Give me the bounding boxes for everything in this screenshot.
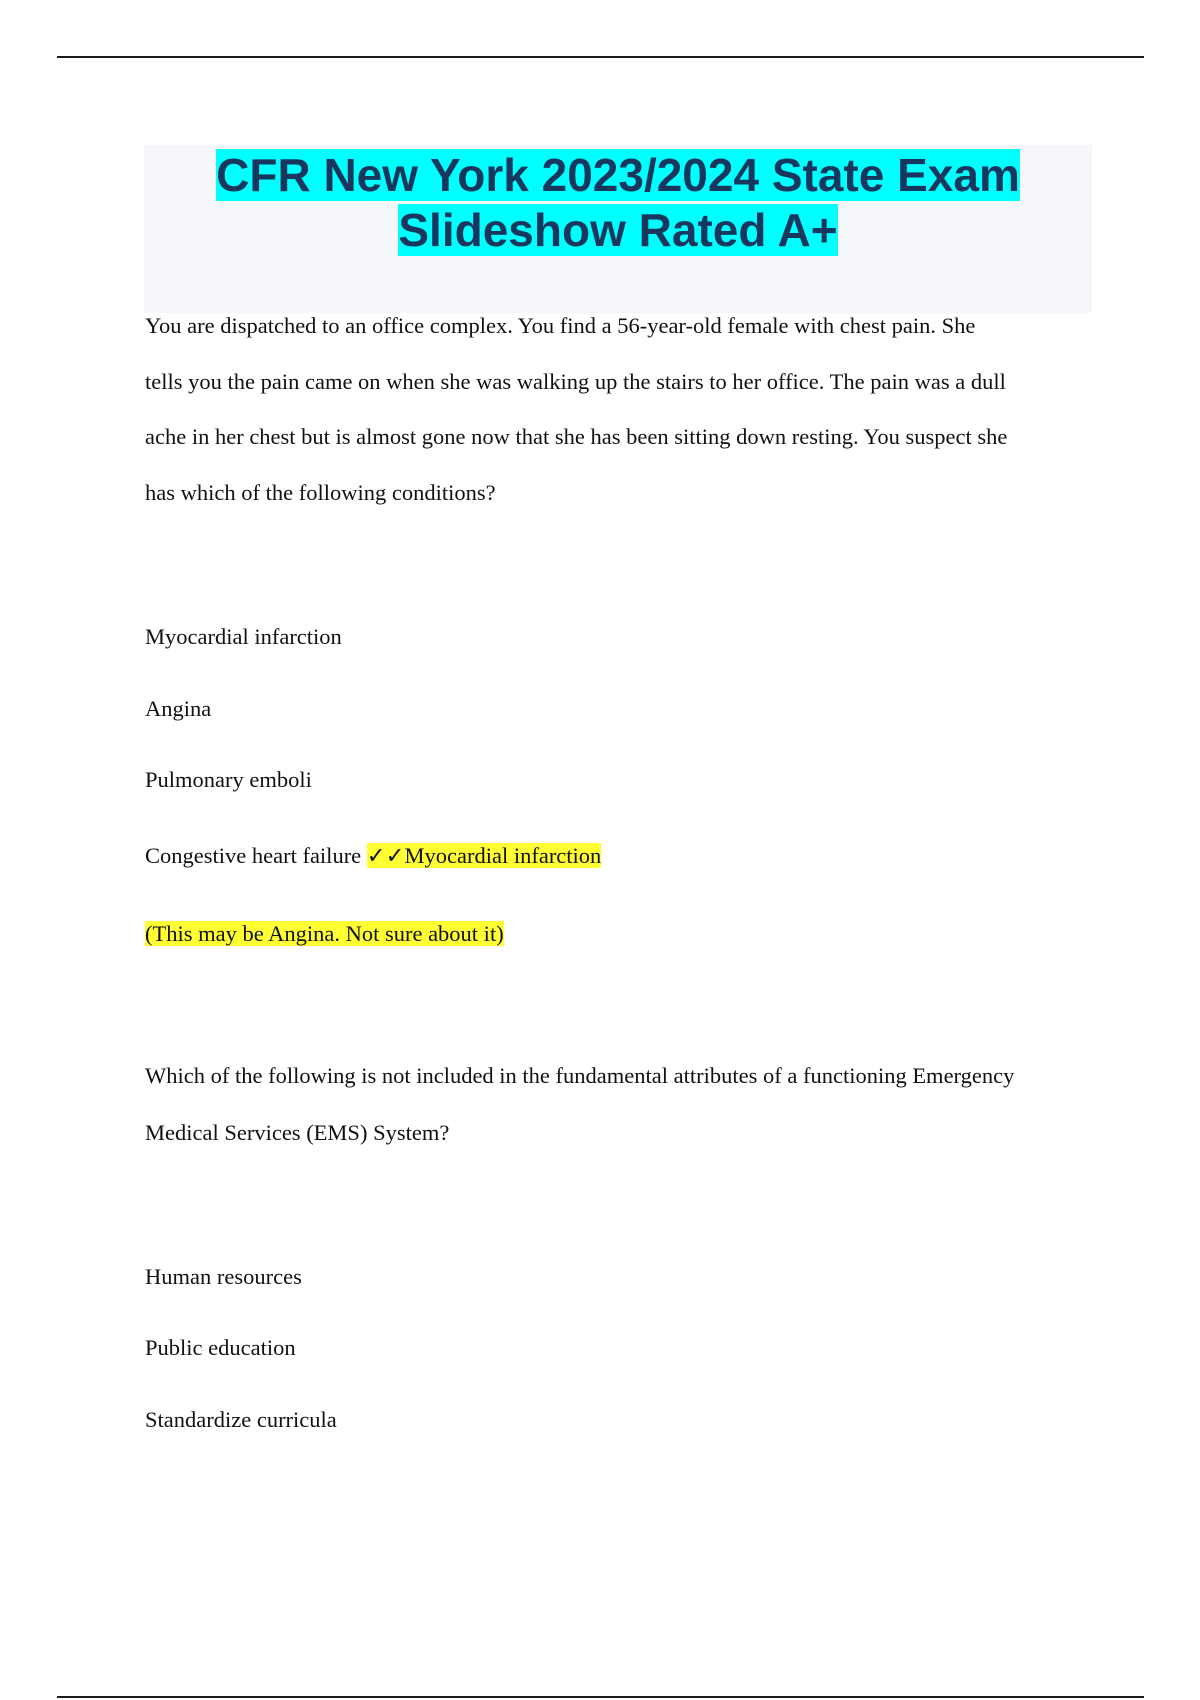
question1-option-4-row: [145, 842, 601, 870]
question1-answer: ✓✓Myocardial infarction: [366, 843, 602, 868]
header-rule: [57, 56, 1144, 58]
question1-line-4: has which of the following conditions?: [145, 480, 496, 505]
question1-line-1: You are dispatched to an office complex. You find a 56-year-old female with chest pain. She: [145, 313, 976, 338]
title-banner: [144, 145, 1092, 313]
footer-rule: [57, 1696, 1144, 1698]
title-line-1: CFR New York 2023/2024 State Exam: [216, 149, 1020, 201]
question1-note-row: [145, 920, 504, 948]
document-title: [144, 145, 1092, 258]
question2-option-3: Standardize curricula: [145, 1407, 337, 1432]
question1-option-1: Myocardial infarction: [145, 624, 342, 649]
question1-note: (This may be Angina. Not sure about it): [145, 921, 504, 946]
question1-line-2: tells you the pain came on when she was walking up the stairs to her office. The pain was a dull: [145, 369, 1006, 394]
question1-option-2: Angina: [145, 696, 212, 721]
question1-line-3: ache in her chest but is almost gone now that she has been sitting down resting. You suspect she: [145, 424, 1008, 449]
title-line-2: Slideshow Rated A+: [398, 204, 838, 256]
question1-option-3: Pulmonary emboli: [145, 767, 312, 792]
question2-line-2: Medical Services (EMS) System?: [145, 1120, 450, 1145]
question2-line-1: Which of the following is not included in the fundamental attributes of a functioning Emergency: [145, 1063, 1015, 1088]
question2-option-2: Public education: [145, 1335, 296, 1360]
question2-option-1: Human resources: [145, 1264, 302, 1289]
question1-option-4: Congestive heart failure: [145, 843, 362, 868]
